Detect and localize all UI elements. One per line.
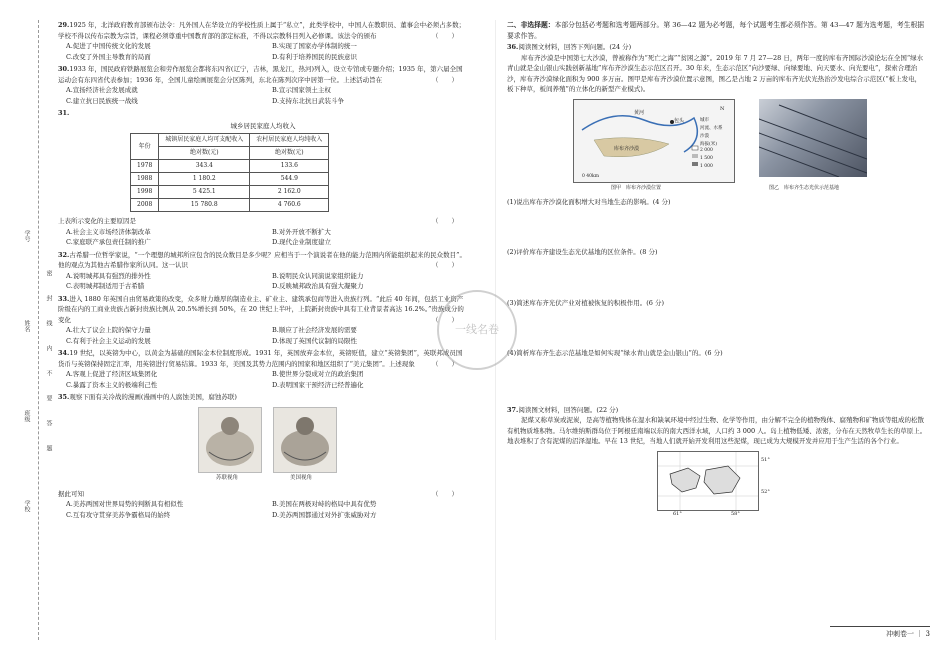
table-subheader: 绝对数(元) [159, 147, 250, 160]
legend-desert: 沙漠 [700, 133, 709, 139]
option-b: B.美国在两极对峙的格局中具有优势 [272, 500, 377, 508]
answer-space [507, 258, 927, 296]
option-a: A.说明城邦具有强烈的排外性 [66, 271, 151, 280]
option-b: B.对外开放不断扩大 [272, 227, 331, 236]
figure-a-caption: 图甲 库布齐沙漠位置 [611, 184, 662, 191]
table-title: 城乡居民家庭人均收入 [230, 121, 296, 130]
margin-label-school: 学校 [23, 500, 30, 512]
answer-space [507, 207, 927, 245]
table-header-urban: 城镇居民家庭人均可支配收入 [159, 134, 250, 147]
option-c: C.改变了外国主导教育的局面 [66, 52, 151, 61]
seal-char: 线 [45, 320, 52, 326]
option-a: A.社会主义市场经济体制改革 [66, 227, 151, 236]
table-header-rural: 农村居民家庭人均纯收入 [250, 134, 329, 147]
table-subheader: 绝对数(元) [250, 147, 329, 160]
sub-question-4: (4)简析库布齐生态示范基地是如何实现“绿水青山就是金山银山”的。(6 分) [507, 349, 723, 357]
sub-question-2: (2)评价库布齐建设生态光伏基地的区位条件。(8 分) [507, 248, 658, 256]
seal-line [38, 20, 39, 640]
question-32: 32.古希腊一位哲学家说，“一个理想的城邦所应包含的民众数目是多少呢？应相当于一个演说者在他的能力范围内所能组织起来的民众数目”。他的观点为其他古希腊作家所认同。这一认识 （ ） A.说明城邦具有强烈的排外性 B.说明民众认同演说家组织能力 C.表明城邦制适用于古希腊 D.反映城邦政治具有强大凝聚力 [58, 250, 468, 292]
map-label-desert: 库布齐沙漠 [614, 145, 640, 152]
seal-char: 封 [45, 295, 52, 301]
option-d: D.美苏两国都通过对外扩张威胁对方 [272, 510, 377, 519]
seal-char: 要 [45, 395, 52, 401]
option-c: C.建立抗日民族统一战线 [66, 96, 138, 105]
legend-elev-2: 1 500 [700, 155, 713, 161]
seal-char: 内 [45, 345, 52, 351]
map-coord: 51° [761, 456, 770, 463]
q37-material: 泥煤又称草炭或泥炭，是高等植物残体在湿水和缺氧环境中经过生物、化学等作用，由分解不完全的植物残体、腐殖物和矿物质等组成的松散有机物质堆积物。马尔维纳斯群岛位于阿根廷南端以东的南大西洋水域，人口约 3 000 人。岛上植物低矮、浓密，分布在天然牧草生长的草原上。地表堆积了含有泥煤的沼泽湿地。早在 13 世纪，当地人们就开始开发利用这些泥煤，现已成为大规模开发并应用于生产生活的各个行业。 [507, 416, 927, 445]
watermark-logo: 一线名卷 [437, 290, 517, 370]
question-34: 34.19 世纪，以英镑为中心，以黄金为基础的国际金本位制度形成。1931 年，英国放弃金本位，英镑贬值，建立“英镑集团”，英联邦成员国货币与英镑保持固定汇率，用英镑进行贸易结算。1933 年，美国及其势力范围内的国家和地区组织了“美元集团”。上述现象 （ ） A.客观上促进了经济区域集团化 B.使世界分裂成对立的政治集团 C.暴露了资本主义的极端利己性 D.表明国家干预经济已经普遍化 [58, 348, 468, 390]
table-row: 1978 343.4 133.6 [131, 160, 329, 173]
q37-figure [507, 447, 927, 517]
right-column [507, 20, 927, 519]
q36-figures [507, 95, 927, 195]
legend-elev-1: 2 000 [700, 147, 713, 153]
map-label-river: 黄河 [634, 109, 645, 116]
option-b: B.宣示国家领土主权 [272, 86, 331, 94]
cartoon-caption: 美国视角 [290, 474, 313, 481]
answer-space [507, 308, 927, 346]
cartoon-us-view [273, 407, 337, 473]
table-row: 2008 15 780.8 4 760.6 [131, 199, 329, 212]
map-coord: 58° [731, 510, 740, 517]
seal-char: 不 [45, 370, 52, 376]
income-table [130, 133, 329, 212]
page-footer: 冲刺卷一 ｜ 3 [830, 626, 930, 639]
option-c: C.家庭联产承包责任制的推广 [66, 238, 151, 246]
margin-label-class: 班级 [23, 410, 30, 422]
option-a: A.宣扬经济社会发展成就 [66, 86, 138, 94]
option-b: B.说明民众认同演说家组织能力 [272, 271, 364, 280]
legend-city: 城市 [700, 117, 709, 123]
question-33: 33.进入 1880 年英国自由贸易政策的改变，众多财力雄厚的制造业主、矿业主、建筑承包商等进入贵族行列。“此后 40 年间，包括工业资产阶级在内的工商业贵族占新封贵族比例从 20.5%增长到 50%，在 20 世纪上半叶，上院新封贵族中具有工业背景者高达 16.2%。”贵族成分的变化 （ ） A.壮大了议会上院的保守力量 B.顺应了社会经济发展的需要 C.有利于社会主义运动的发展 D.体现了英国代议制的局限性 [58, 294, 468, 347]
seal-char: 题 [45, 445, 52, 451]
solar-farm-photo [759, 99, 867, 177]
sub-question-3: (3)简述库布齐光伏产业对植被恢复的积极作用。(6 分) [507, 298, 664, 307]
table-row: 1998 5 425.1 2 162.0 [131, 186, 329, 199]
seal-char: 密 [45, 270, 52, 276]
cartoon-soviet-view [198, 407, 262, 473]
option-c: C.有利于社会主义运动的发展 [66, 336, 151, 345]
option-a: A.促进了中国传统文化的发展 [66, 42, 151, 50]
map-kubuqi [573, 99, 735, 183]
option-c: C.互有攻守贯穿美苏争霸格局的始终 [66, 510, 171, 519]
sub-question-1: (1)说出库布齐沙漠化面积增大对当地生态的影响。(4 分) [507, 197, 671, 206]
cartoon-caption: 苏联视角 [216, 474, 239, 481]
margin-label-name: 姓名 [23, 320, 30, 332]
question-37: 37.阅读图文材料，回答问题。(22 分) 泥煤又称草炭或泥炭，是高等植物残体在湿水和缺氧环境中经过生物、化学等作用，由分解不完全的植物残体、腐殖物和矿物质等组成的松散有机物质堆积物。马尔维纳斯群岛位于阿根廷南端以东的南大西洋水域，人口约 3 000 人。岛上植物低矮、浓密，分布在天然牧草生长的草原上。地表堆积了含有泥煤的沼泽湿地。早在 13 世纪，当地人们就开始开发利用这些泥煤，现已成为大规模开发并应用于生产生活的各个行业。 51° 52° 61° 58° [507, 405, 927, 517]
footer-label: 冲刺卷一 [886, 630, 915, 638]
map-coord: 61° [673, 510, 682, 517]
table-row: 1988 1 180.2 544.9 [131, 173, 329, 186]
option-d: D.支持东北抗日武装斗争 [272, 96, 345, 105]
map-scale: 0 40km [582, 173, 600, 179]
map-label-city: 包头 [674, 117, 685, 124]
option-d: D.有利于培养国民的民族意识 [272, 52, 358, 61]
margin-label-id: 学号 [23, 230, 30, 242]
option-a: A.美苏两国对世界局势的判断具有相似性 [66, 500, 184, 508]
left-column [58, 20, 468, 522]
option-d: D.体现了英国代议制的局限性 [272, 336, 358, 345]
table-header-year: 年份 [131, 134, 159, 160]
answer-space [507, 359, 927, 403]
map-coord: 52° [761, 488, 770, 495]
question-36: 36.阅读图文材料，回答下列问题。(24 分) 库布齐沙漠是中国第七大沙漠，曾被称作为“死亡之海”“贫困之源”。2019 年 7 月 27—28 日，两年一度的库布齐国际沙漠论坛在全国“绿水青山就是金山银山实践创新基地”库布齐沙漠生态示范区召开。30 年来，生态示范区“向沙要绿、向绿要地、向天要水、向光要电”，探索合理治沙，库布齐沙漠绿化面积为 900 多万亩。图甲是库布齐沙漠位置示意图，图乙是占地 2 万亩的库布齐光伏光热治沙发电综合示范区(“板上发电，板下种草，板间养殖”的立体化的新型产业模式)。 黄河 库布齐沙漠 包头 N 城市 河流、水系 沙漠 海拔(米) 2 000 1 500 1 000 0 40km 图甲 库布齐沙漠位置 图乙 库布齐生态光伏示范基地 (1)说出库布齐沙漠化面积增大对当地生态的影响。(4 分) (2)评价库布齐建设生态光伏基地的区位条件。(8 分) (3)简述库布齐光伏产业对植被恢复的积极作用。(6 分) (4)简析库布齐生态示范基地是如何实现“绿水青山就是金山银山”的。(6 分) [507, 42, 927, 403]
option-d: D.反映城邦政治具有强大凝聚力 [272, 282, 364, 290]
option-c: C.暴露了资本主义的极端利己性 [66, 380, 158, 389]
seal-char: 答 [45, 420, 52, 426]
option-b: B.实现了国家办学体制的统一 [272, 42, 357, 50]
north-arrow-icon: N [720, 105, 725, 112]
cartoon-pair [58, 407, 468, 485]
map-falklands [657, 451, 759, 511]
option-a: A.客观上促进了经济区域集团化 [66, 370, 158, 378]
section-two-heading: 二、非选择题：本部分包括必考题和选考题两部分。第 36—42 题为必考题，每个试题考生都必须作答。第 43—47 题为选考题，考生根据要求作答。 [507, 21, 925, 40]
option-a: A.壮大了议会上院的保守力量 [66, 326, 151, 334]
question-30: 30.1933 年，国民政府铁路展览会和劳作展览会都将东四省(辽宁，吉林，黑龙江，热河)列入，设立专馆或专题介绍；1935 年，第六届全国运动会有东四省代表参加；1936 年，全国儿童绘画展览会分区陈列，东北在陈列次序中居第一位。上述活动旨在 （ ） A.宣扬经济社会发展成就 B.宣示国家领土主权 C.建立抗日民族统一战线 D.支持东北抗日武装斗争 [58, 64, 468, 106]
legend-elevation: 海拔(米) [700, 141, 718, 147]
option-b: B.使世界分裂成对立的政治集团 [272, 370, 364, 378]
binding-margin [14, 20, 54, 650]
page-number: 3 [925, 630, 930, 638]
legend-elev-3: 1 000 [700, 163, 713, 169]
option-d: D.现代企业制度建立 [272, 238, 332, 246]
question-31: 31. 城乡居民家庭人均收入 年份 城镇居民家庭人均可支配收入 农村居民家庭人均纯收入 绝对数(元) 绝对数(元) 1978 343.4 133.6 1988 1 180.2 544.9 1998 5 425.1 2 162.0 2008 15 780.8 4 760.6 上表所示变化的主要原因是 （ ） A.社会主义市场经济体制改革 B.对外开放不断扩大 C.家庭联产承包责任制的推广 D.现代企业制度建立 [58, 108, 468, 248]
question-29: 29.1925 年，北洋政府教育部颁布法令：凡外国人在华设立的学校性质上属于“私立”，此类学校中，中国人在教职员、董事会中必须占多数；学校不得以传布宗教为宗旨，课程必须尊重中国教育部的部定标准，不得以宗教科目列入必修课。该法令的颁布 （ ） A.促进了中国传统文化的发展 B.实现了国家办学体制的统一 C.改变了外国主导教育的局面 D.有利于培养国民的民族意识 [58, 20, 468, 62]
option-c: C.表明城邦制适用于古希腊 [66, 282, 145, 290]
option-d: D.表明国家干预经济已经普遍化 [272, 380, 364, 389]
option-b: B.顺应了社会经济发展的需要 [272, 326, 357, 334]
figure-b-caption: 图乙 库布齐生态光伏示范基地 [769, 184, 840, 191]
question-35: 35.观察下面有关冷战的漫画(漫画中的人腐蚀美国，腐蚀苏联) 苏联视角 美国视角 据此可知 （ ） A.美苏两国对世界局势的判断具有相似性 B.美国在两极对峙的格局中具有优势 C.互有攻守贯穿美苏争霸格局的始终 D.美苏两国都通过对外扩张威胁对方 [58, 392, 468, 520]
q36-material: 库布齐沙漠是中国第七大沙漠，曾被称作为“死亡之海”“贫困之源”。2019 年 7 月 27—28 日，两年一度的库布齐国际沙漠论坛在全国“绿水青山就是金山银山实践创新基地”库布齐沙漠生态示范区召开。30 年来，生态示范区“向沙要绿、向绿要地、向天要水、向光要电”，探索合理治沙，库布齐沙漠绿化面积为 900 多万亩。图甲是库布齐沙漠位置示意图，图乙是占地 2 万亩的库布齐光伏光热治沙发电综合示范区(“板上发电，板下种草，板间养殖”的立体化的新型产业模式)。 [507, 53, 924, 93]
legend-river: 河流、水系 [700, 125, 723, 131]
